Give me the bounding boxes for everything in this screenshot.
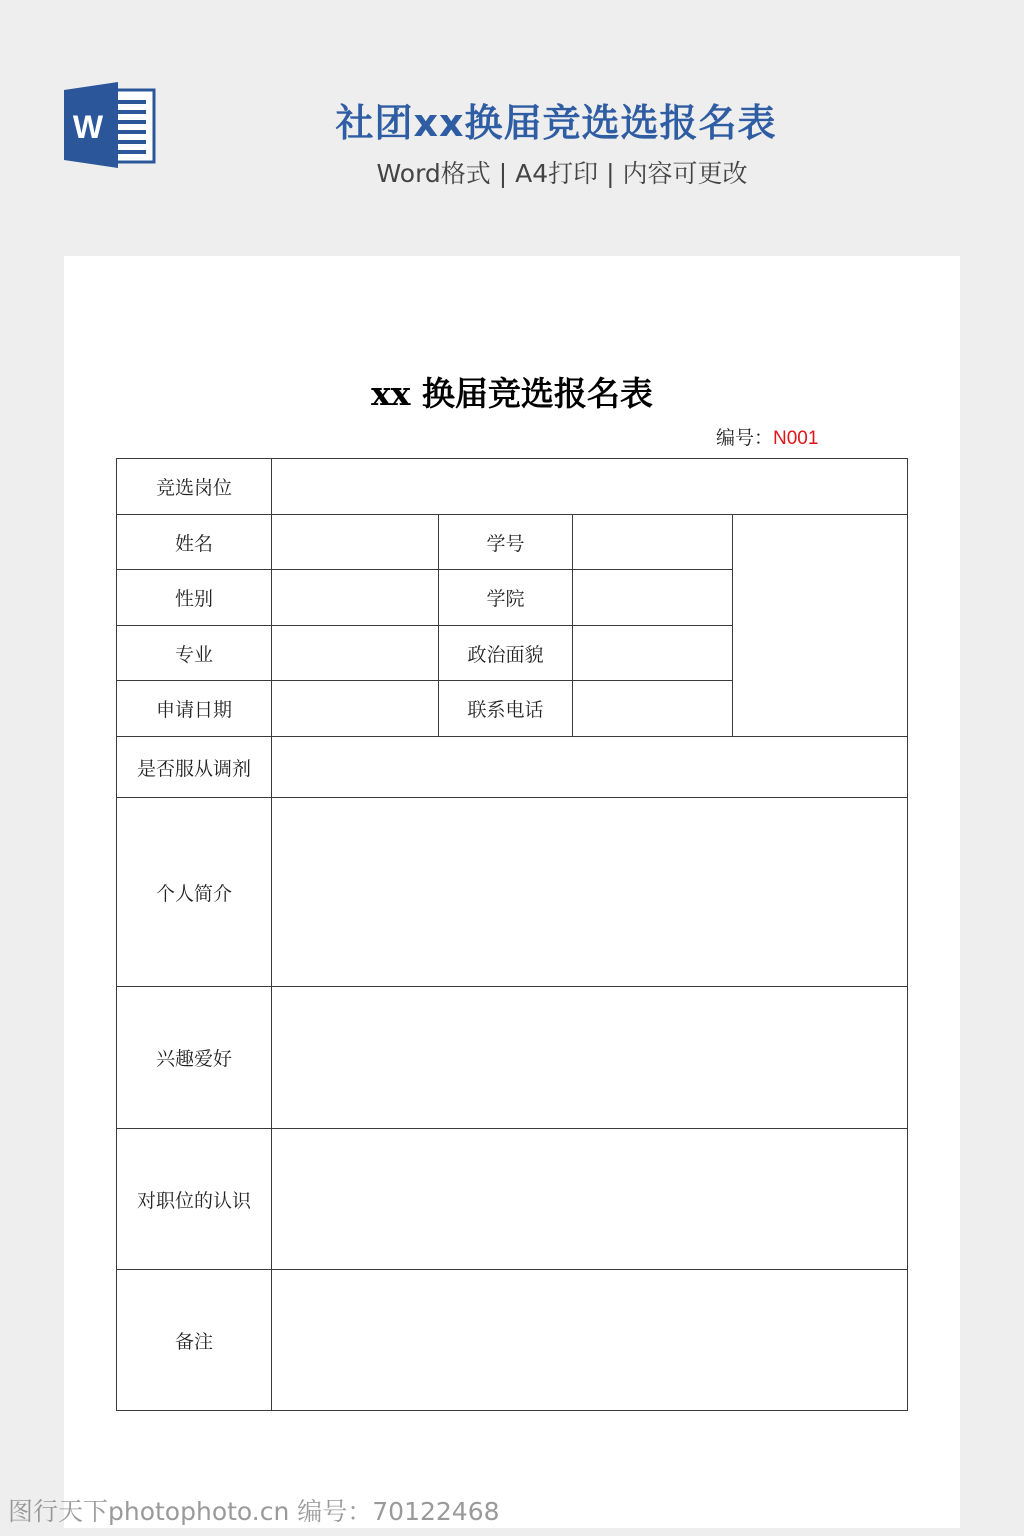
table-row	[117, 515, 908, 570]
accept-adjust-field[interactable]	[272, 737, 908, 798]
table-row	[117, 1129, 908, 1270]
phone-label: 联系电话	[439, 681, 573, 737]
understanding-field[interactable]	[272, 1129, 908, 1270]
remarks-label: 备注	[117, 1270, 272, 1411]
table-row	[117, 459, 908, 515]
photo-box[interactable]	[733, 515, 908, 737]
college-label: 学院	[439, 570, 573, 626]
application-form-table	[116, 458, 908, 1411]
table-row	[117, 798, 908, 987]
table-row	[117, 737, 908, 798]
major-field[interactable]	[272, 626, 439, 681]
gender-label: 性别	[117, 570, 272, 626]
political-status-label: 政治面貌	[439, 626, 573, 681]
document-title: xx 换届竞选报名表	[371, 374, 653, 413]
college-field[interactable]	[573, 570, 733, 626]
watermark: 图行天下photophoto.cn 编号：70122468	[8, 1497, 500, 1526]
position-field[interactable]	[272, 459, 908, 515]
student-id-field[interactable]	[573, 515, 733, 570]
intro-field[interactable]	[272, 798, 908, 987]
serial-value: N001	[773, 428, 819, 449]
hobbies-field[interactable]	[272, 987, 908, 1129]
apply-date-label: 申请日期	[117, 681, 272, 737]
political-status-field[interactable]	[573, 626, 733, 681]
intro-label: 个人简介	[117, 798, 272, 987]
page-header-title: 社团xx换届竞选选报名表	[335, 101, 777, 145]
name-label: 姓名	[117, 515, 272, 570]
document-page	[64, 256, 960, 1528]
accept-adjust-label: 是否服从调剂	[117, 737, 272, 798]
understanding-label: 对职位的认识	[117, 1129, 272, 1270]
phone-field[interactable]	[573, 681, 733, 737]
table-row	[117, 987, 908, 1129]
gender-field[interactable]	[272, 570, 439, 626]
serial-label: 编号：	[716, 427, 774, 449]
page-header-subtitle: Word格式 | A4打印 | 内容可更改	[376, 159, 748, 188]
student-id-label: 学号	[439, 515, 573, 570]
remarks-field[interactable]	[272, 1270, 908, 1411]
major-label: 专业	[117, 626, 272, 681]
position-label: 竞选岗位	[117, 459, 272, 515]
apply-date-field[interactable]	[272, 681, 439, 737]
serial-number	[716, 423, 818, 450]
name-field[interactable]	[272, 515, 439, 570]
word-icon-letter: W	[72, 109, 104, 145]
hobbies-label: 兴趣爱好	[117, 987, 272, 1129]
table-row	[117, 1270, 908, 1411]
